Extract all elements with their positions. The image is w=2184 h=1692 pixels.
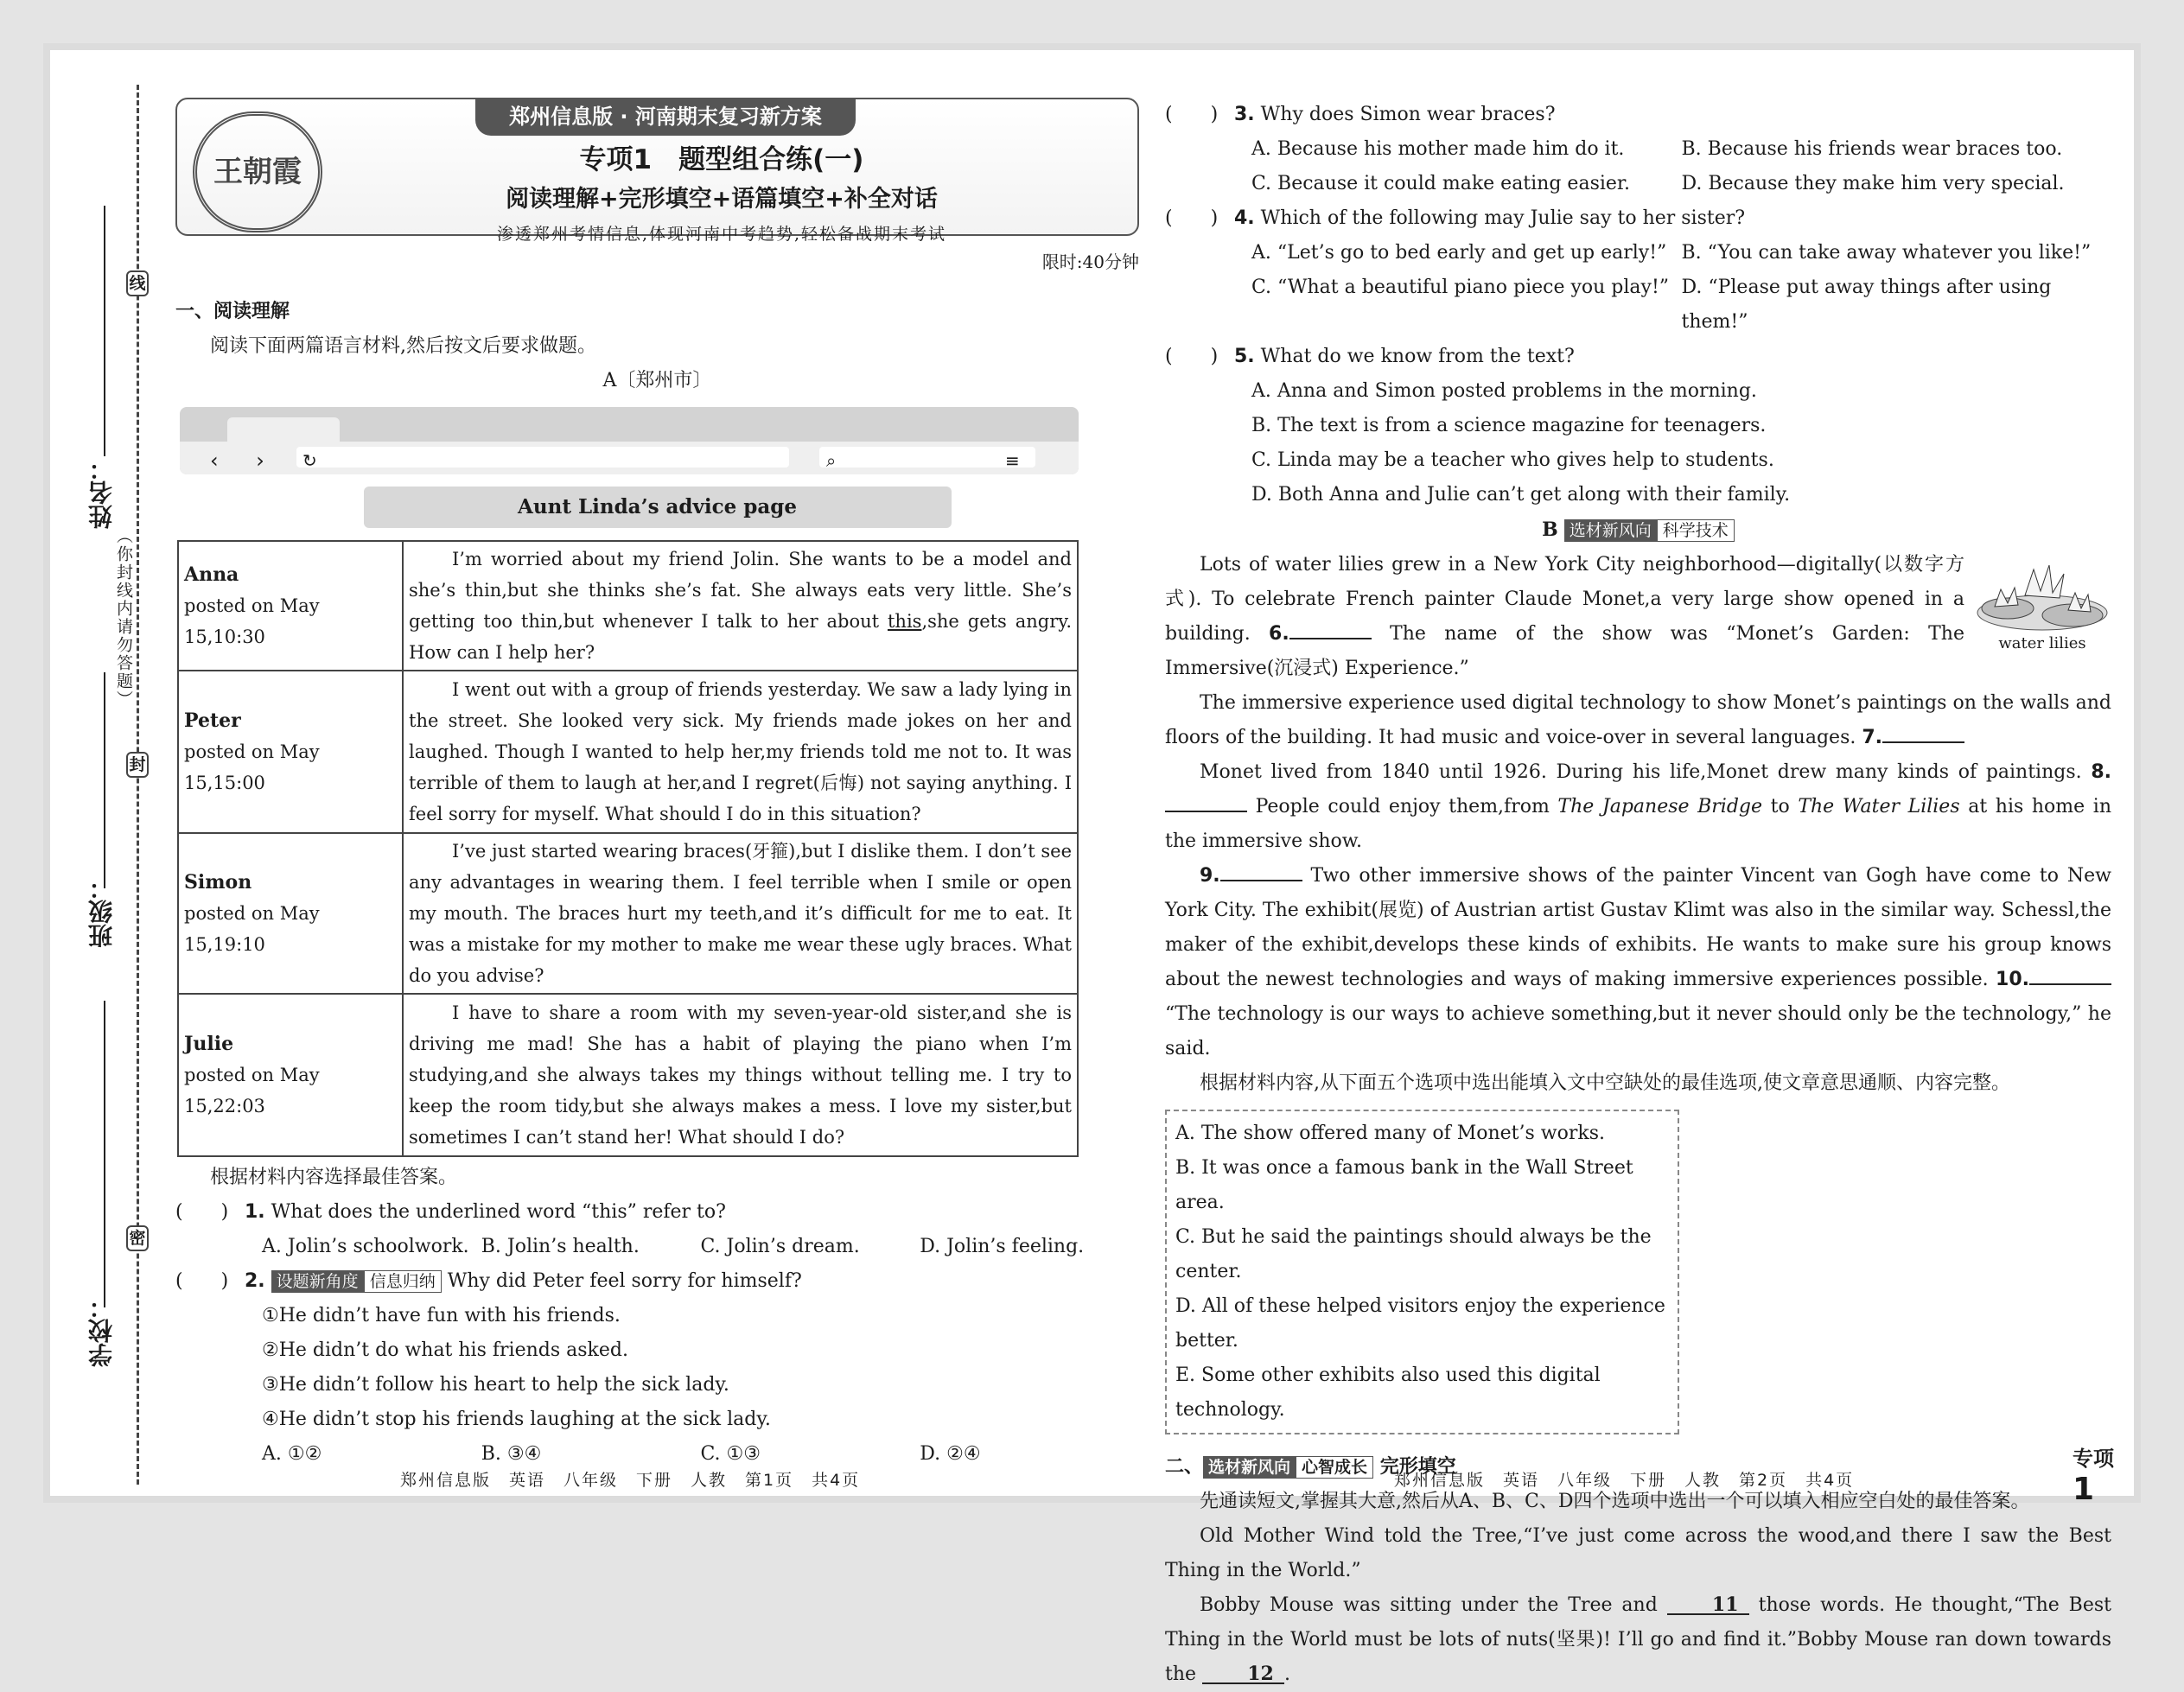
school-label: 学校： [87, 1294, 116, 1367]
option: D. Because they make him very special. [1681, 173, 2065, 194]
paragraph [1165, 686, 2111, 755]
question-stem: Which of the following may Julie say to her sister? [1260, 207, 1746, 229]
address-bar [296, 447, 789, 468]
material-trend-tag: 选材新风向 [1564, 519, 1657, 542]
question-number: 2. [245, 1270, 265, 1292]
school-line[interactable] [104, 1001, 105, 1307]
answer-bracket[interactable]: ( ) [175, 1270, 229, 1292]
section-title: 完形填空 [1379, 1456, 1456, 1478]
header-box [175, 98, 1139, 244]
page-tagline: 渗透郑州考情信息,体现河南中考趋势,轻松备战期末考试 [496, 225, 947, 244]
page-label: 专项 [2073, 1447, 2114, 1471]
question-number: 4. [1234, 207, 1255, 229]
menu-icon: ≡ [1005, 450, 1020, 471]
option: C. But he said the paintings should always be the center. [1175, 1226, 1652, 1282]
option: D. “Please put away things after using them!” [1681, 277, 2052, 333]
painting-title: The Water Lilies [1798, 796, 1960, 817]
browser-tab [227, 417, 340, 442]
option: D. All of these helped visitors enjoy the experience better. [1175, 1295, 1665, 1352]
option: B. ③④ [481, 1443, 542, 1465]
posts-table [177, 540, 1079, 1157]
blank-10[interactable] [2029, 964, 2111, 985]
post-text: I have to share a room with my seven-year-old sister,and she is driving me mad! She has a habit of playing the piano when I’m studying,and she always takes my things without telling me. I try to keep the room tidy,but she always makes a mess. I love my sister,but sometimes I can’t stand her! What should I do? [403, 994, 1078, 1156]
passage-b-text [1165, 548, 2111, 1101]
page-title: 专项1 题型组合练(一) [579, 144, 864, 175]
passage-b-heading [1165, 512, 2111, 548]
blank-number: 6. [1269, 623, 1289, 645]
passage-a-label: A〔郑州市〕 [602, 370, 712, 391]
seal-secret-mark: 密 [126, 1225, 149, 1251]
question-4 [1165, 201, 2111, 236]
answer-bracket[interactable]: ( ) [1165, 207, 1219, 229]
post-text: I went out with a group of friends yesterday. We saw a lady lying in the street. She looked very sick. My friends made jokes on her and laughed. Though I wanted to help her,my friends told me not to. It was terrible of them to laugh at her,and I regret(后悔) not saying anything. I feel sorry for myself. What should I do in this situation? [403, 671, 1078, 833]
post-time: posted on May 15,10:30 [184, 595, 320, 647]
blank-number: 9. [1200, 865, 1220, 887]
list-item: ③He didn’t follow his heart to help the sick lady. [262, 1374, 729, 1396]
list-item: ④He didn’t stop his friends laughing at the sick lady. [262, 1409, 771, 1430]
advice-page-title: Aunt Linda’s advice page [364, 487, 952, 528]
list-item: ②He didn’t do what his friends asked. [262, 1339, 628, 1361]
question-number: 1. [245, 1201, 265, 1223]
text: People could enjoy them,from [1247, 796, 1558, 817]
option: C. “What a beautiful piano piece you play!” [1251, 277, 1670, 298]
water-lily-image [1973, 548, 2111, 660]
question-stem: Why does Simon wear braces? [1260, 104, 1556, 125]
header-banner: 郑州信息版 · 河南期末复习新方案 [475, 98, 856, 136]
post-text: I’m worried about my friend Jolin. She wants to be a model and she’s thin,but she thinks she’s fat. She always eats very little. She’s getting too thin,but whenever I talk to her about [409, 549, 1072, 632]
page-num: 1 [2073, 1472, 2095, 1507]
table-row [178, 671, 1078, 833]
question-5 [1165, 340, 2111, 374]
page-subtitle: 阅读理解+完形填空+语篇填空+补全对话 [506, 186, 938, 213]
question-stem: What does the underlined word “this” refer to? [271, 1201, 726, 1223]
section-number: 二、 [1165, 1456, 1204, 1478]
browser-search-field [819, 447, 1035, 468]
option: B. Because his friends wear braces too. [1681, 138, 2063, 160]
text: Monet lived from 1840 until 1926. During his life,Monet drew many kinds of paintings. [1200, 761, 2092, 783]
option: B. “You can take away whatever you like!” [1681, 242, 2092, 264]
text: . [1284, 1663, 1291, 1685]
material-trend-tag: 选材新风向 [1203, 1456, 1296, 1479]
option: A. ①② [262, 1443, 322, 1465]
q4-options [1165, 236, 2111, 340]
text: to [1762, 796, 1799, 817]
option: A. Jolin’s schoolwork. [262, 1236, 469, 1257]
blank-9[interactable] [1220, 861, 1302, 881]
option: E. Some other exhibits also used this digital technology. [1175, 1364, 1601, 1421]
question-3 [1165, 98, 2111, 132]
section-heading-reading: 一、阅读理解 [175, 301, 290, 322]
right-column [1165, 98, 2111, 1692]
q2-items [175, 1299, 1139, 1437]
post-author: Anna [184, 563, 239, 586]
name-label: 姓名： [87, 456, 116, 529]
option: A. Because his mother made him do it. [1251, 138, 1625, 160]
post-author: Simon [184, 871, 252, 894]
text: Two other immersive shows of the painter Vincent van Gogh have come to New York City. The exhibit(展览) of Austrian artist Gustav Klimt was also in the similar way. Schessl,the maker of the exhibit,develops these kinds of exhibits. He wants to make sure his group knows about the newest technologies and ways of making immersive experiences possible. [1165, 865, 2111, 990]
cloze-blank-12[interactable]: 12 [1202, 1663, 1284, 1684]
blank-number: 8. [2091, 761, 2111, 783]
question-number: 5. [1234, 346, 1255, 367]
seal-seal-mark: 封 [126, 752, 149, 778]
blank-7[interactable] [1882, 722, 1964, 743]
post-text: I’ve just started wearing braces(牙箍),but I dislike them. I don’t see any advantages in wearing them. I feel terrible when I smile or open my mouth. The braces hurt my teeth,and it’s difficult for me to eat. It was a mistake for my mother to make me wear these ugly braces. What do you advise? [403, 833, 1078, 994]
option: B. The text is from a science magazine for teenagers. [1251, 415, 1767, 436]
binding-margin [50, 50, 154, 1496]
paragraph [1165, 755, 2111, 859]
option: D. Both Anna and Julie can’t get along with their family. [1251, 484, 1791, 506]
answer-bracket[interactable]: ( ) [175, 1201, 229, 1223]
text: “The technology is our ways to achieve something,but it never should only be the technology,” he said. [1165, 1003, 2111, 1059]
seal-line-mark: 线 [126, 270, 149, 296]
post-time: posted on May 15,19:10 [184, 903, 320, 955]
passage-b-options-box [1165, 1110, 1679, 1434]
q5-options [1165, 374, 2111, 512]
table-row [178, 994, 1078, 1156]
text: Lots of water lilies grew in a New York City neighborhood—digitally(以数字方式). To celebrate French painter Claude Monet,a very large show opened in a building. [1165, 554, 1964, 645]
q3-options [1165, 132, 2111, 201]
option: A. Anna and Simon posted problems in the morning. [1251, 380, 1757, 402]
skill-tag: 信息归纳 [364, 1270, 442, 1293]
option: A. “Let’s go to bed early and get up early!” [1251, 242, 1667, 264]
class-label: 班级： [87, 875, 116, 948]
back-forward-icon: ‹ › [210, 448, 280, 473]
topic-tag: 科学技术 [1657, 519, 1735, 542]
option: B. It was once a famous bank in the Wall Street area. [1175, 1157, 1633, 1213]
refresh-icon: ↻ [302, 450, 317, 471]
question-number: 3. [1234, 104, 1255, 125]
blank-8[interactable] [1165, 792, 1247, 812]
publisher-logo [193, 111, 322, 232]
topic-tag: 心智成长 [1296, 1456, 1373, 1479]
option: C. Because it could make eating easier. [1251, 173, 1631, 194]
text: The name of the show was “Monet’s Garden: The Immersive(沉浸式) Experience.” [1165, 623, 1964, 679]
class-line[interactable] [104, 672, 105, 888]
text: Bobby Mouse was sitting under the Tree and [1200, 1594, 1667, 1616]
cloze-blank-11[interactable]: 11 [1667, 1594, 1749, 1615]
option: B. Jolin’s health. [481, 1236, 640, 1257]
footer-right: 郑州信息版 英语 八年级 下册 人教 第2页 共4页 [1394, 1471, 1855, 1490]
post-author: Julie [184, 1033, 234, 1055]
table-row [178, 833, 1078, 994]
name-line[interactable] [104, 206, 105, 456]
cloze-paragraph: Old Mother Wind told the Tree,“I’ve just come across the wood,and there I saw the Best Thing in the World.” [1165, 1525, 2111, 1581]
q1-options [175, 1230, 1139, 1264]
post-time: posted on May 15,22:03 [184, 1065, 320, 1116]
blank-number: 7. [1862, 727, 1883, 748]
new-angle-tag: 设题新角度 [271, 1270, 364, 1293]
answer-bracket[interactable]: ( ) [1165, 104, 1219, 125]
question-1 [175, 1195, 1139, 1230]
painting-title: The Japanese Bridge [1557, 796, 1763, 817]
blank-number: 10. [1996, 969, 2029, 990]
option: D. Jolin’s feeling. [920, 1236, 1085, 1257]
question-2 [175, 1264, 1139, 1299]
table-row [178, 541, 1078, 671]
post-author: Peter [184, 709, 241, 732]
post-time: posted on May 15,15:00 [184, 741, 320, 793]
text: those words. He thought,“The Best Thing in the World must be lots of nuts(坚果)! I’ll go and find it.”Bobby Mouse ran down towards the [1165, 1594, 2111, 1685]
binding-note: （你封线内请勿答题） [114, 527, 133, 709]
question-stem: What do we know from the text? [1260, 346, 1575, 367]
reading-instruction: 阅读下面两篇语言材料,然后按文后要求做题。 [210, 335, 596, 357]
browser-illustration [180, 407, 1079, 474]
cloze-paragraph [1165, 1588, 2111, 1692]
footer-left: 郑州信息版 英语 八年级 下册 人教 第1页 共4页 [400, 1471, 861, 1490]
cloze-instruction: 先通读短文,掌握其大意,然后从A、B、C、D四个选项中选出一个可以填入相应空白处的最佳答案。 [1200, 1491, 2030, 1512]
option: C. ①③ [700, 1443, 761, 1465]
option: D. ②④ [920, 1443, 981, 1465]
water-lily-illustration [1973, 548, 2111, 634]
post-text: ,she gets angry. How can I help her? [409, 611, 1072, 663]
image-caption: water lilies [1998, 634, 2086, 652]
answer-bracket[interactable]: ( ) [1165, 346, 1219, 367]
option: C. Jolin’s dream. [700, 1236, 860, 1257]
exam-sheet [50, 50, 2134, 1685]
time-limit: 限时:40分钟 [1041, 251, 1139, 272]
underlined-word: this [887, 611, 922, 632]
text: at his home in the immersive show. [1165, 796, 2111, 852]
blank-6[interactable] [1289, 619, 1372, 639]
paragraph [1165, 548, 2111, 686]
option: C. Linda may be a teacher who gives help to students. [1251, 449, 1774, 471]
left-column [175, 98, 1139, 1472]
page-number [2073, 1441, 2134, 1507]
logo-text: 王朝霞 [213, 155, 302, 189]
option: A. The show offered many of Monet’s works. [1175, 1123, 1605, 1144]
q2-options [175, 1437, 1139, 1472]
passage-b-label: B [1542, 518, 1558, 541]
list-item: ①He didn’t have fun with his friends. [262, 1305, 621, 1326]
question-stem: Why did Peter feel sorry for himself? [447, 1270, 802, 1292]
choose-instruction: 根据材料内容选择最佳答案。 [210, 1167, 458, 1188]
text: The immersive experience used digital technology to show Monet’s paintings on the walls and floors of the building. It had music and voice-over in several languages. [1165, 692, 2111, 748]
search-icon: ⌕ [826, 450, 837, 471]
passage-b-instruction: 根据材料内容,从下面五个选项中选出能填入文中空缺处的最佳选项,使文章意思通顺、内容完整。 [1200, 1072, 2010, 1094]
paragraph [1165, 859, 2111, 1066]
